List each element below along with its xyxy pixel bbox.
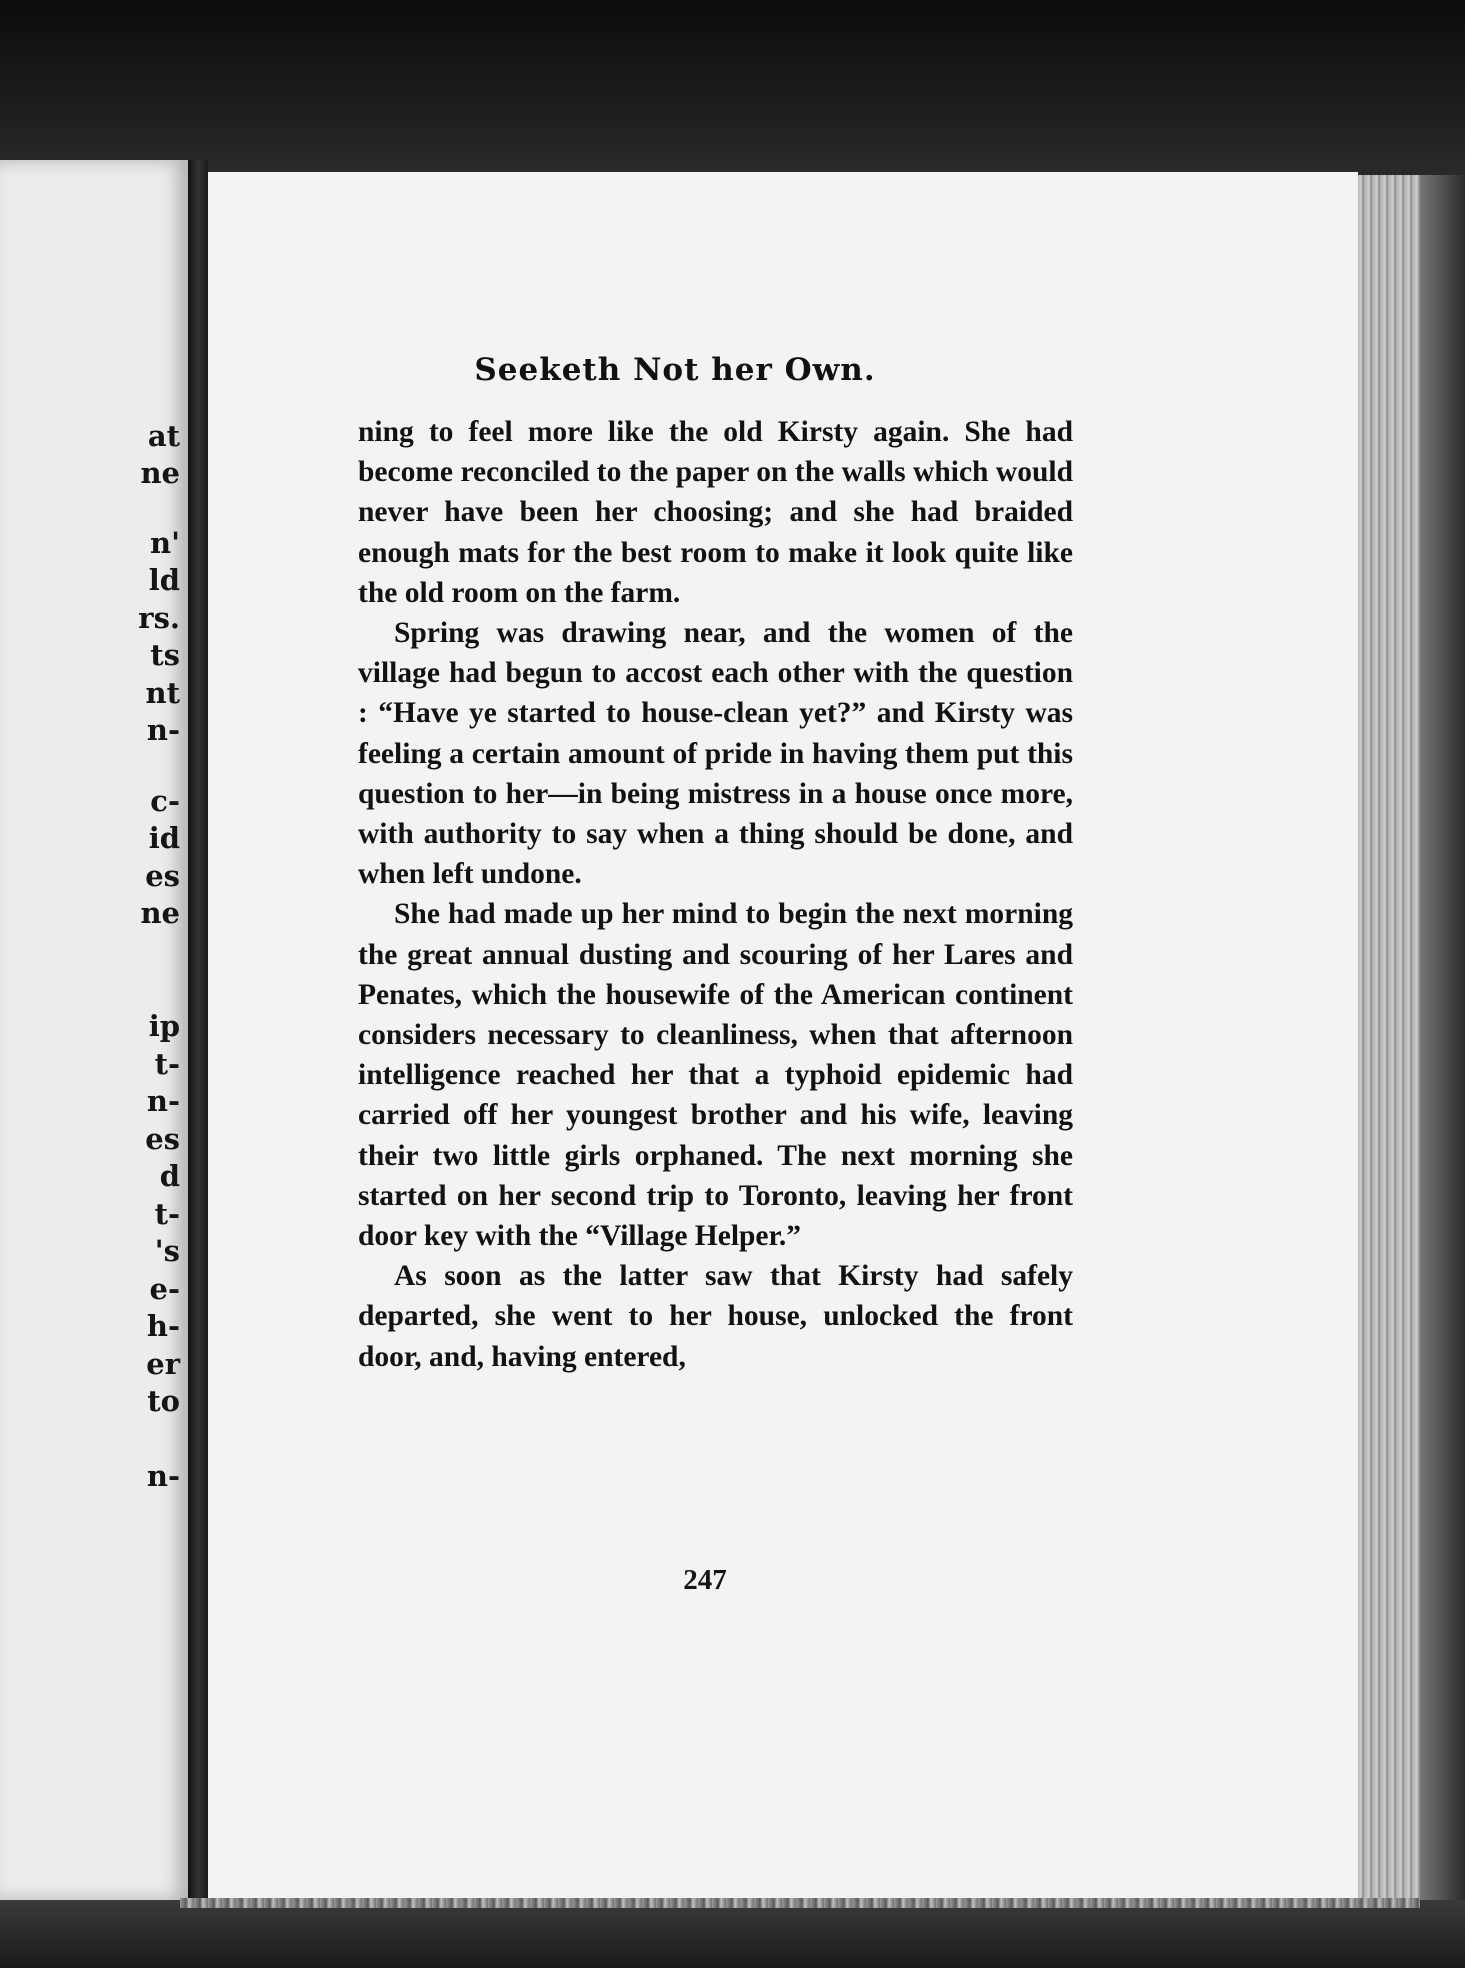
fragment-line: t- — [154, 1197, 180, 1231]
fragment-line: ne — [140, 456, 180, 490]
fragment-line: e- — [149, 1272, 180, 1306]
fragment-line: h- — [146, 1309, 180, 1343]
fragment-line: nt — [145, 676, 180, 710]
fragment-line: at — [147, 419, 180, 453]
running-head: Seeketh Not her Own. — [474, 352, 876, 388]
fragment-line: es — [145, 859, 180, 893]
page-edge-shadow — [1420, 175, 1465, 1900]
fragment-line: ld — [148, 563, 180, 597]
fragment-line: ip — [148, 1009, 180, 1043]
paragraph: Spring was drawing near, and the women of the village had begun to accost each other with the question : “Have ye started to house-clean yet?” and Kirsty was feeling a certain amount of pride in having them put this question to her—in being mistress in a house once more, with authority to say when a thing should be done, and when left undone. — [358, 617, 1073, 891]
paragraph: ning to feel more like the old Kirsty again. She had become reconciled to the paper on the walls which would never have been her choosing; and she had braided enough mats for the best room to make it look quite like the old room on the farm. — [358, 416, 1073, 609]
fragment-line: n- — [146, 1459, 180, 1493]
fragment-line: 's — [154, 1234, 180, 1268]
fragment-line: n' — [150, 526, 180, 560]
page-edges — [1358, 175, 1420, 1900]
fragment-line: d — [159, 1159, 180, 1193]
fragment-line: rs. — [138, 601, 180, 635]
fragment-line: to — [147, 1384, 180, 1418]
fragment-line: es — [145, 1122, 180, 1156]
fragment-line: er — [146, 1347, 180, 1381]
fragment-line: t- — [154, 1047, 180, 1081]
body-text — [358, 412, 1073, 1377]
fragment-line: ts — [150, 638, 180, 672]
fragment-line: n- — [146, 713, 180, 747]
fragment-line: ne — [140, 896, 180, 930]
scan-background-bottom — [0, 1900, 1465, 1968]
paragraph: She had made up her mind to begin the next morning the great annual dusting and scouring of her Lares and Penates, which the housewife of the American continent considers necessary to cleanliness, when that afternoon intelligence reached her that a typhoid epidemic had carried off her youngest brother and his wife, leaving their two little girls orphaned. The next morning she started on her second trip to Toronto, leaving her front door key with the “Village Helper.” — [358, 898, 1073, 1253]
scan-background-top — [0, 0, 1465, 175]
fragment-line: n- — [146, 1084, 180, 1118]
fragment-line: id — [148, 821, 180, 855]
facing-page-left — [0, 160, 188, 1900]
page-bottom-edge — [180, 1898, 1420, 1908]
page-number: 247 — [683, 1564, 727, 1596]
paragraph: As soon as the latter saw that Kirsty had safely departed, she went to her house, unlocked the front door, and, having entered, — [358, 1260, 1073, 1373]
fragment-line: c- — [150, 784, 180, 818]
book-gutter — [188, 160, 208, 1900]
